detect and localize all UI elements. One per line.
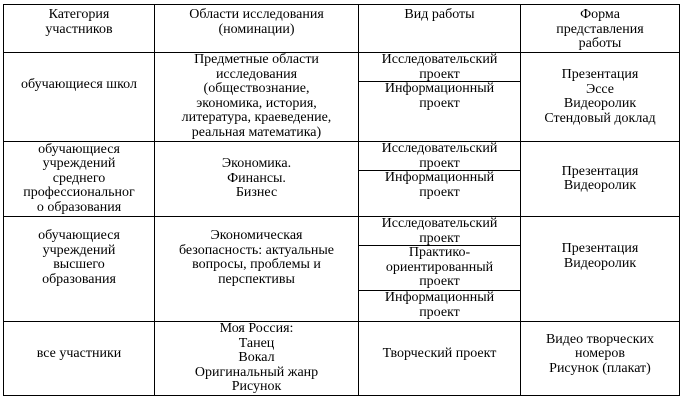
work-type-text: проект xyxy=(419,184,460,200)
work-type-text: Исследовательский xyxy=(381,141,498,156)
table-border-bottom xyxy=(3,395,680,396)
category-text: обучающиеся школ xyxy=(21,76,137,92)
work-type-cell xyxy=(359,322,520,387)
areas-text: перспективы xyxy=(218,271,295,287)
areas-text: вопросы, проблемы и xyxy=(192,257,321,272)
category-text: высшего xyxy=(53,257,105,272)
form-cell xyxy=(521,322,679,387)
category-text: все участники xyxy=(36,346,122,362)
areas-cell xyxy=(155,322,358,395)
header-text: участников xyxy=(45,21,113,37)
areas-cell xyxy=(155,229,358,321)
areas-text: Танец xyxy=(238,335,275,351)
form-cell xyxy=(521,53,679,141)
work-type-text: Исследовательский xyxy=(381,216,498,231)
work-type-text: проект xyxy=(419,230,460,246)
category-text: о образования xyxy=(36,199,122,215)
work-type-cell xyxy=(359,291,520,321)
category-text: профессиональног xyxy=(23,185,135,201)
header-text: представления xyxy=(556,21,644,37)
areas-text: Бизнес xyxy=(235,185,278,201)
areas-text: безопасность: актуальные xyxy=(178,242,335,258)
category-cell xyxy=(4,229,154,321)
work-type-text: ориентированный xyxy=(385,259,494,275)
areas-text: Оригинальный жанр xyxy=(194,364,319,380)
form-text: Презентация xyxy=(561,241,639,256)
header-text: Области исследования xyxy=(189,7,324,22)
category-text: образования xyxy=(42,271,116,287)
form-cell xyxy=(521,142,679,216)
form-text: Видео творческих xyxy=(545,331,655,347)
category-text: обучающиеся xyxy=(38,228,120,243)
work-type-text: проект xyxy=(419,274,460,289)
work-type-cell xyxy=(359,171,520,216)
row-divider-2 xyxy=(3,216,680,217)
areas-cell xyxy=(155,142,358,216)
category-text: среднего xyxy=(52,170,106,186)
work-type-text: Исследовательский xyxy=(381,52,498,67)
areas-text: (обществознание, xyxy=(203,81,310,96)
work-type-text: проект xyxy=(419,66,460,82)
areas-text: Экономика. xyxy=(221,156,292,172)
header-text: Вид работы xyxy=(404,7,475,22)
work-type-text: Информационный xyxy=(384,170,495,185)
category-cell xyxy=(4,53,154,117)
work-type-cell xyxy=(359,53,520,81)
work-type-text: проект xyxy=(419,95,460,111)
work-type-cell xyxy=(359,142,520,170)
header-form xyxy=(521,8,679,52)
form-text: Видеоролик xyxy=(563,96,637,111)
header-text: Форма xyxy=(580,7,620,22)
areas-text: Финансы. xyxy=(227,170,286,186)
areas-text: исследования xyxy=(215,66,298,82)
form-text: Видеоролик xyxy=(563,178,637,193)
areas-text: Рисунок xyxy=(231,379,282,394)
work-type-cell xyxy=(359,217,520,245)
work-type-text: Информационный xyxy=(384,290,495,305)
form-text: Эссе xyxy=(585,81,615,97)
category-cell xyxy=(4,322,154,387)
form-text: номеров xyxy=(575,346,625,362)
header-work-type xyxy=(359,8,520,52)
areas-text: Моя Россия: xyxy=(219,321,294,336)
form-text: Презентация xyxy=(561,67,639,82)
areas-text: Предметные области xyxy=(194,52,319,67)
areas-text: Экономическая xyxy=(210,228,303,243)
areas-text: экономика, история, xyxy=(196,95,317,111)
header-category xyxy=(4,8,154,52)
category-text: учреждений xyxy=(42,242,116,258)
header-text: Категория xyxy=(48,7,110,22)
table-border-right xyxy=(679,4,680,396)
table-border-top xyxy=(3,4,680,5)
work-type-text: Творческий проект xyxy=(382,346,497,362)
form-text: Стендовый доклад xyxy=(544,110,656,126)
category-text: обучающиеся xyxy=(38,141,120,157)
work-type-text: Информационный xyxy=(384,81,495,96)
header-areas xyxy=(155,8,358,52)
work-type-text: Практико- xyxy=(408,245,471,260)
areas-text: литература, краеведение, xyxy=(181,110,332,125)
header-text: работы xyxy=(578,36,622,51)
form-cell xyxy=(521,242,679,321)
areas-text: реальная математика) xyxy=(191,124,322,140)
category-text: учреждений xyxy=(42,156,116,172)
category-cell xyxy=(4,142,154,216)
header-text: (номинации) xyxy=(218,21,295,37)
form-text: Презентация xyxy=(561,163,639,179)
areas-text: Вокал xyxy=(238,350,275,365)
areas-cell xyxy=(155,53,358,141)
form-text: Рисунок (плакат) xyxy=(549,360,651,376)
work-type-cell xyxy=(359,246,520,290)
work-type-text: проект xyxy=(419,155,460,171)
work-type-cell xyxy=(359,82,520,141)
form-text: Видеоролик xyxy=(563,255,637,271)
work-type-text: проект xyxy=(419,304,460,320)
